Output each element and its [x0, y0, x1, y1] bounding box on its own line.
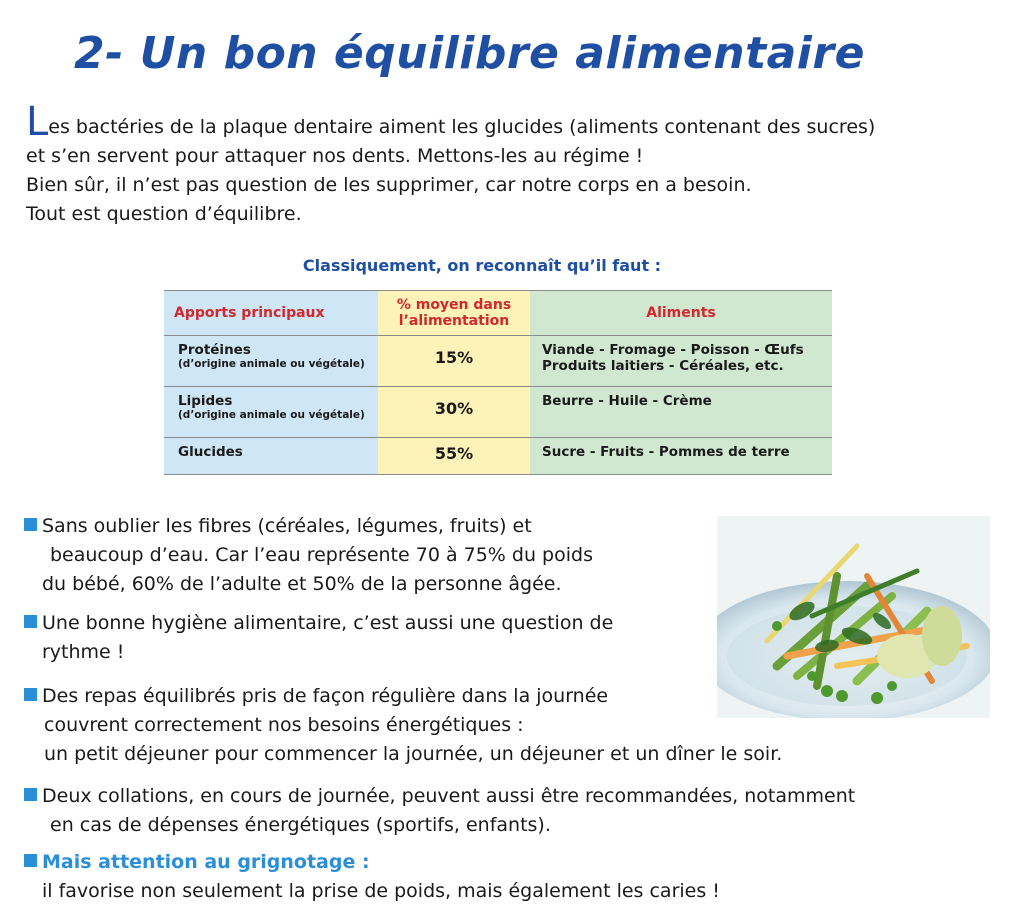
intro-text: es bactéries de la plaque dentaire aiment les glucides (aliments contenant des sucres): [48, 116, 876, 138]
header-aliments: Aliments: [530, 291, 832, 336]
warning-heading: Mais attention au grignotage :: [42, 851, 370, 873]
nutrient-name: Lipides: [178, 393, 233, 409]
nutrient-note: (d’origine animale ou végétale): [178, 358, 365, 370]
list-item: [24, 609, 613, 667]
nutrient-name: Protéines: [178, 342, 251, 358]
list-line: Deux collations, en cours de journée, peuvent aussi être recommandées, notamment: [24, 782, 855, 811]
foods-text: Viande - Fromage - Poisson - Œufs: [542, 342, 804, 358]
table-row: [164, 336, 832, 387]
square-bullet-icon: [24, 518, 37, 531]
nutrient-cell: [164, 336, 378, 387]
intro-line: [26, 99, 1006, 145]
foods-text: Beurre - Huile - Crème: [542, 393, 712, 409]
header-percent-line: % moyen dans: [396, 297, 512, 313]
list-line: [24, 848, 720, 877]
nutrient-cell: [164, 438, 378, 475]
table-header-row: [164, 291, 832, 336]
header-apports: Apports principaux: [164, 291, 378, 336]
list-item: [24, 848, 720, 906]
nutrition-table: [164, 290, 832, 475]
square-bullet-icon: [24, 788, 37, 801]
table-heading: Classiquement, on reconnaît qu’il faut :: [302, 256, 662, 275]
foods-cell: [530, 336, 832, 387]
square-bullet-icon: [24, 688, 37, 701]
percent-cell: [378, 438, 530, 475]
nutrient-name: Glucides: [178, 444, 243, 460]
percent-value: 55%: [434, 444, 474, 463]
list-line: rythme !: [42, 641, 125, 663]
table-row: [164, 438, 832, 475]
list-line: beaucoup d’eau. Car l’eau représente 70 à 75% du poids: [50, 544, 593, 566]
foods-cell: [530, 387, 832, 438]
foods-text: Produits laitiers - Céréales, etc.: [542, 358, 784, 374]
foods-text: Sucre - Fruits - Pommes de terre: [542, 444, 790, 460]
header-percent-line: l’alimentation: [398, 313, 510, 329]
intro-line: Bien sûr, il n’est pas question de les supprimer, car notre corps en a besoin.: [26, 174, 752, 196]
intro-line: et s’en servent pour attaquer nos dents. Mettons-les au régime !: [26, 145, 644, 167]
percent-cell: [378, 387, 530, 438]
list-line: Une bonne hygiène alimentaire, c’est aussi une question de: [24, 609, 613, 638]
table-row: [164, 387, 832, 438]
percent-value: 30%: [434, 399, 474, 418]
list-item: [24, 512, 593, 599]
nutrient-cell: [164, 387, 378, 438]
header-percent: [378, 291, 530, 336]
percent-value: 15%: [434, 348, 474, 367]
list-item: [24, 682, 782, 769]
page-title: 2- Un bon équilibre alimentaire: [74, 28, 865, 79]
drop-cap: L: [26, 99, 49, 145]
list-line: Sans oublier les fibres (céréales, légumes, fruits) et: [24, 512, 593, 541]
list-line: il favorise non seulement la prise de poids, mais également les caries !: [42, 880, 720, 902]
list-line: en cas de dépenses énergétiques (sportifs, enfants).: [50, 814, 551, 836]
intro-line: Tout est question d’équilibre.: [26, 203, 302, 225]
intro-paragraph: [26, 99, 1006, 229]
list-line: un petit déjeuner pour commencer la journée, un déjeuner et un dîner le soir.: [44, 743, 783, 765]
list-line: couvrent correctement nos besoins énergétiques :: [44, 714, 524, 736]
square-bullet-icon: [24, 854, 37, 867]
percent-cell: [378, 336, 530, 387]
nutrient-note: (d’origine animale ou végétale): [178, 409, 365, 421]
list-line: du bébé, 60% de l’adulte et 50% de la personne âgée.: [42, 573, 562, 595]
list-line: Des repas équilibrés pris de façon régulière dans la journée: [24, 682, 782, 711]
square-bullet-icon: [24, 615, 37, 628]
foods-cell: [530, 438, 832, 475]
list-item: [24, 782, 855, 840]
